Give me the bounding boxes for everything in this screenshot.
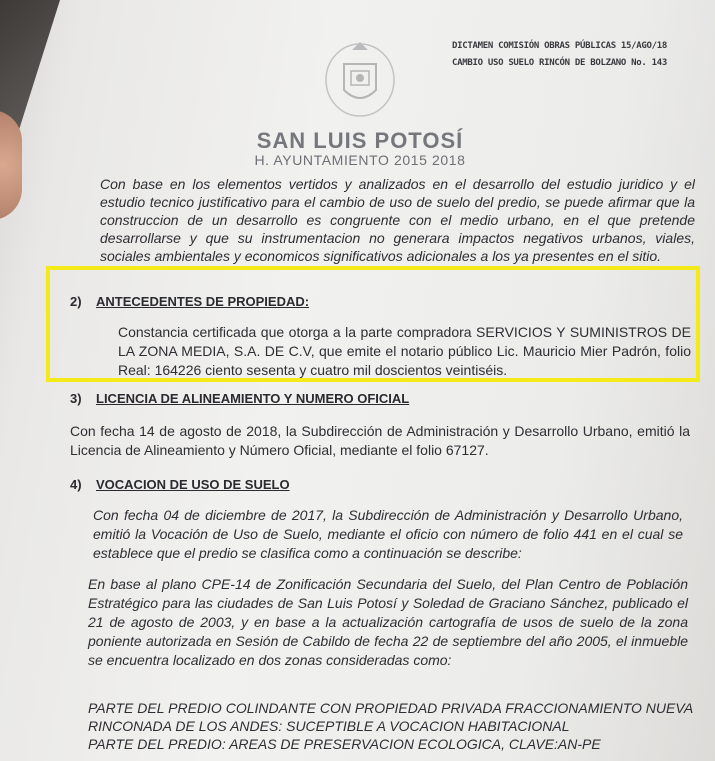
section-2-number: 2) <box>70 294 82 309</box>
page-title: SAN LUIS POTOSÍ <box>256 128 464 153</box>
city-seal-icon <box>322 38 398 120</box>
section-4-body-2: En base al plano CPE-14 de Zonificación Secundaria del Suelo, del Plan Centro de Población Estratégico para las ciudades de San Luis Potosí y Soledad de Graciano Sánchez, publicado el 21 de agosto de 2003, y en base a la actualización cartografía de usos de suelo de la zona poniente autorizada en Sesión de Cabildo de fecha 22 de septiembre del año 2005, el inmueble se encuentra localizado en dos zonas consideradas como: <box>88 576 688 668</box>
header-line-1: DICTAMEN COMISIÓN OBRAS PÚBLICAS 15/AGO/18 <box>452 41 667 51</box>
document-header <box>452 38 667 72</box>
page-subtitle: H. AYUNTAMIENTO 2015 2018 <box>254 152 466 168</box>
section-2-title: ANTECEDENTES DE PROPIEDAD: <box>96 294 310 309</box>
section-3-number: 3) <box>70 391 82 406</box>
intro-paragraph: Con base en los elementos vertidos y analizados en el desarrollo del estudio juridico y el estudio tecnico justificativo para el cambio de uso de suelo del predio, se puede afirmar que la construccion de un desarrollo es congruente con el medio urbano, en el que pretende desarrollarse y que su instrumentacion no generara impactos negativos urbanos, viales, sociales ambientales y economicos significativos adicionales a los ya presentes en el sitio. <box>100 176 695 264</box>
zone-item: PARTE DEL PREDIO COLINDANTE CON PROPIEDAD PRIVADA FRACCIONAMIENTO NUEVA RINCONADA DE LOS ANDES: SUCEPTIBLE A VOCACION HABITACIONAL <box>88 700 693 734</box>
section-3-body: Con fecha 14 de agosto de 2018, la Subdirección de Administración y Desarrollo Urbano, emitió la Licencia de Alineamiento y Número Oficial, mediante el folio 67127. <box>70 423 690 458</box>
section-4-body: Con fecha 04 de diciembre de 2017, la Subdirección de Administración y Desarrollo Urbano, emitió la Vocación de Uso de Suelo, mediante el oficio con número de folio 441 en el cual se establece que el predio se clasifica como a continuación se describe: <box>93 507 683 561</box>
section-4-number: 4) <box>70 477 82 492</box>
zone-item: PARTE DEL PREDIO: AREAS DE PRESERVACION ECOLOGICA, CLAVE:AN-PE <box>88 736 601 752</box>
zones-list <box>88 699 698 753</box>
section-3-title: LICENCIA DE ALINEAMIENTO Y NUMERO OFICIAL <box>96 391 410 406</box>
section-4-title: VOCACION DE USO DE SUELO <box>96 477 290 492</box>
section-2-body: Constancia certificada que otorga a la parte compradora SERVICIOS Y SUMINISTROS DE LA ZONA MEDIA, S.A. DE C.V, que emite el notario público Lic. Mauricio Mier Padrón, folio Real: 164226 ciento sesenta y cuatro mil doscientos veintiséis. <box>118 324 691 378</box>
header-line-2: CAMBIO USO SUELO RINCÓN DE BOLZANO No. 143 <box>452 58 667 68</box>
